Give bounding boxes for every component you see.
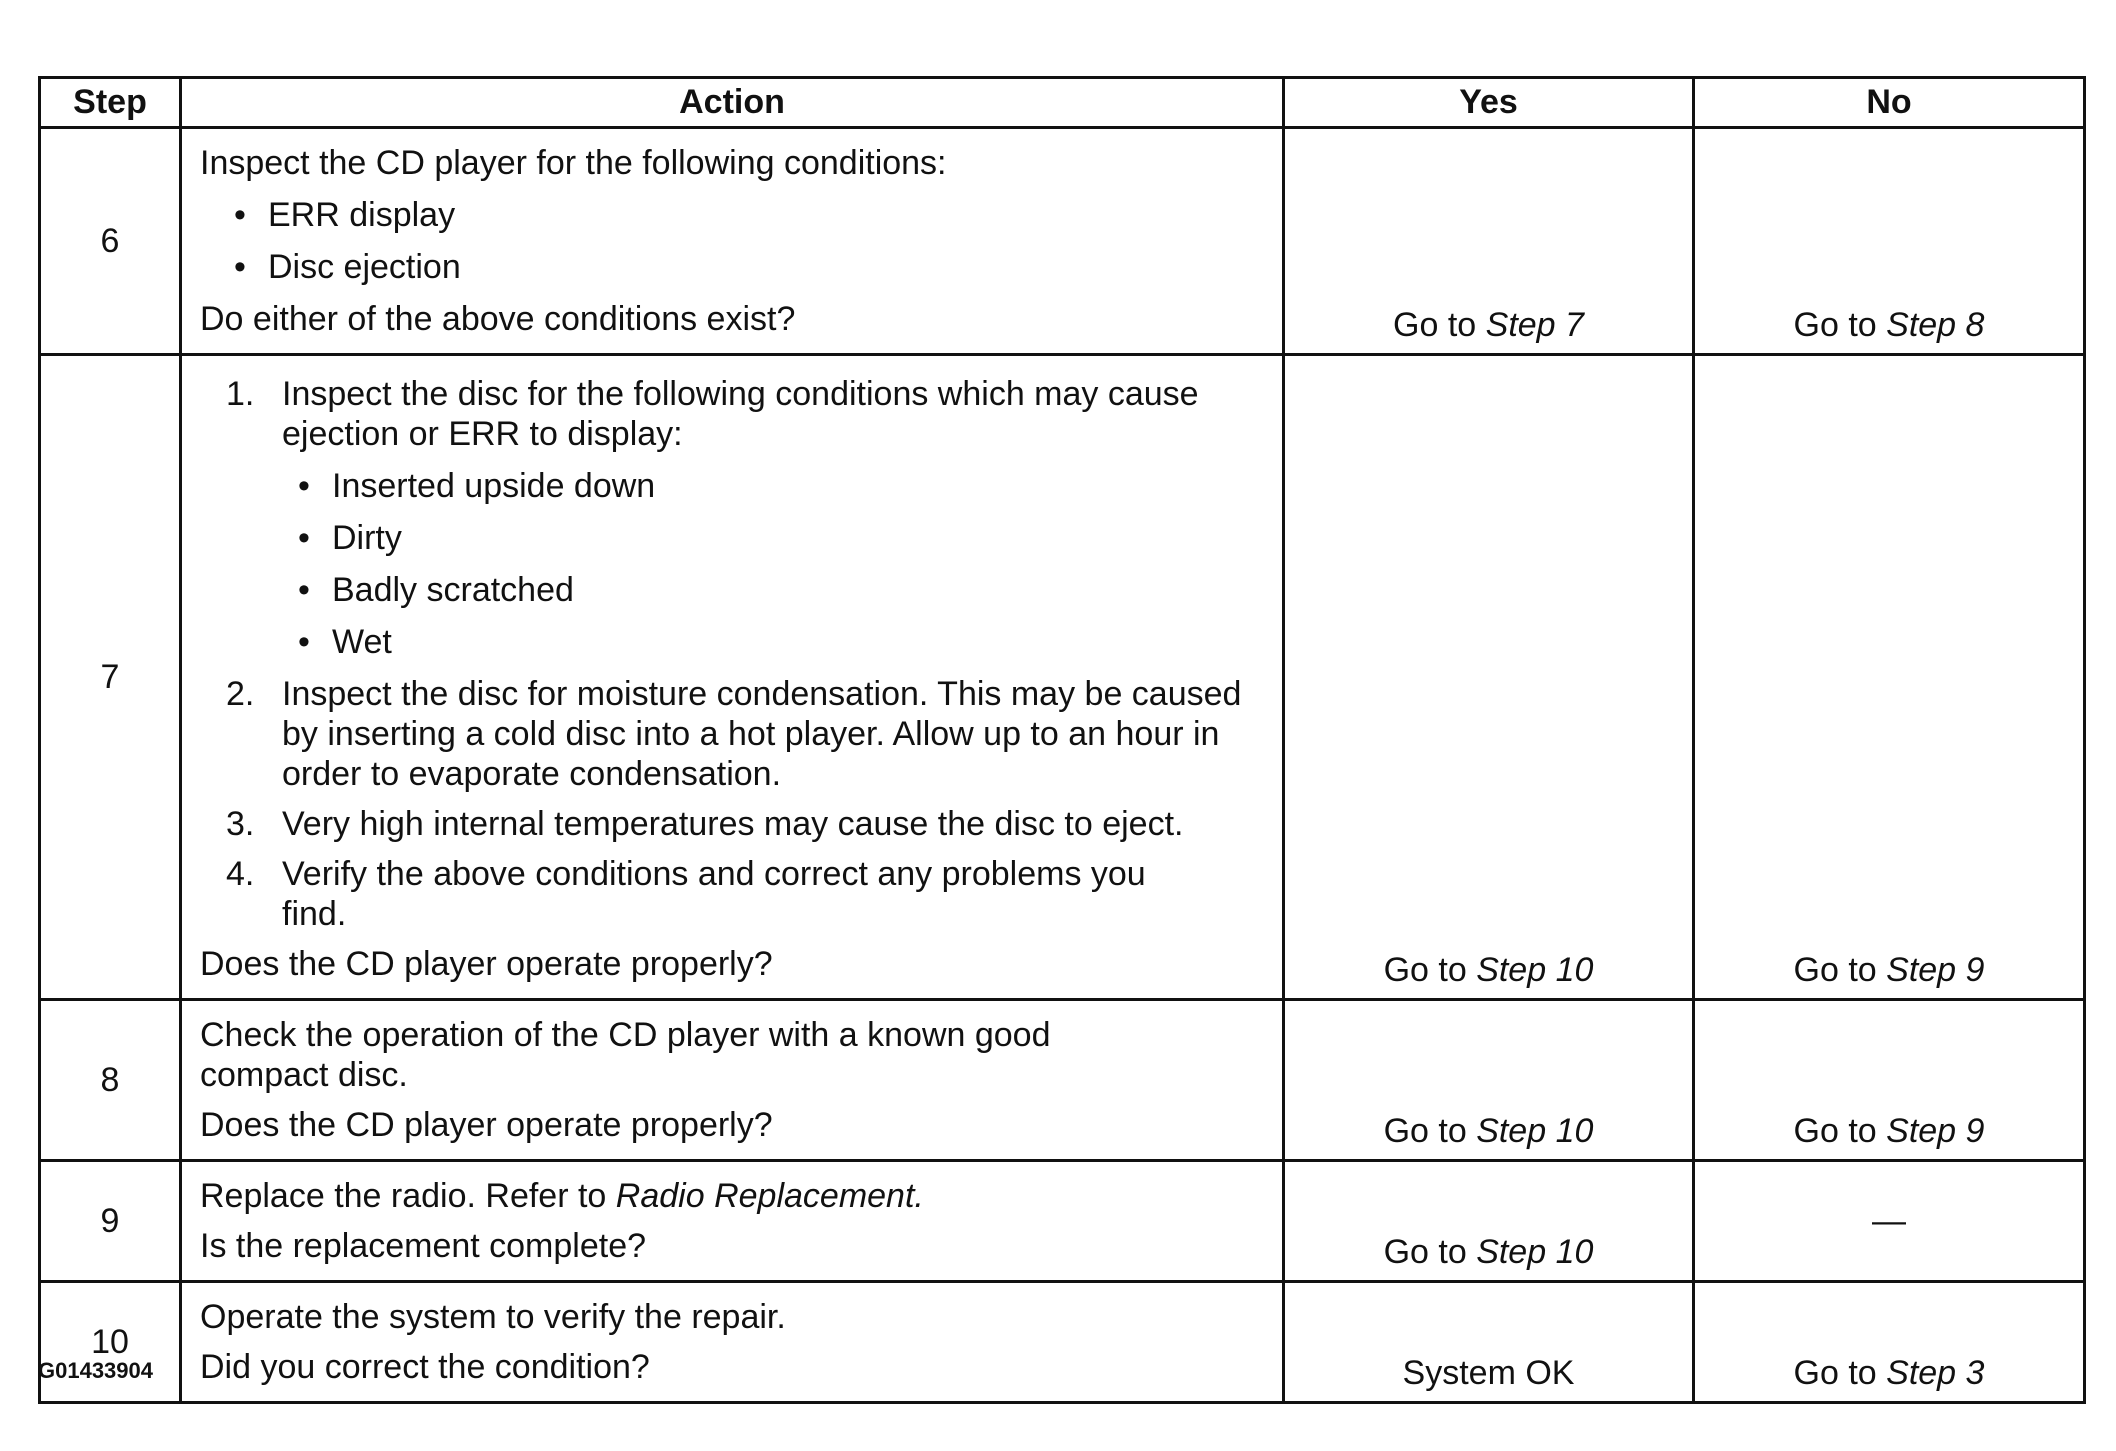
item-number: 3. xyxy=(226,805,255,843)
no-cell xyxy=(1694,1000,2085,1161)
action-cell xyxy=(181,355,1284,1000)
no-cell xyxy=(1694,1282,2085,1403)
step-number: 9 xyxy=(40,1161,181,1282)
action-question: Does the CD player operate properly? xyxy=(200,945,773,983)
action-cell xyxy=(181,1000,1284,1161)
yes-cell xyxy=(1284,355,1694,1000)
action-cell xyxy=(181,1282,1284,1403)
yes-cell: System OK xyxy=(1284,1282,1694,1403)
step-reference: Step 10 xyxy=(1476,1233,1594,1271)
no-prefix: Go to xyxy=(1793,1354,1887,1392)
step-number: 7 xyxy=(40,355,181,1000)
yes-cell xyxy=(1284,128,1694,355)
action-cell xyxy=(181,128,1284,355)
bullet-item: • Badly scratched xyxy=(200,570,1266,610)
item-text: Inspect the disc for moisture condensation. This may be caused by inserting a cold disc into a hot player. Allow up to an hour in order to evaporate condensation. xyxy=(282,675,1242,793)
table-row xyxy=(40,355,2085,1000)
no-cell xyxy=(1694,355,2085,1000)
numbered-item xyxy=(200,854,1266,934)
numbered-item xyxy=(200,374,1266,454)
action-text-prefix: Replace the radio. Refer to xyxy=(200,1177,616,1215)
table-row xyxy=(40,1000,2085,1161)
yes-prefix: Go to xyxy=(1393,306,1486,344)
no-prefix: Go to xyxy=(1793,951,1887,989)
table-header-row xyxy=(40,78,2085,128)
yes-prefix: Go to xyxy=(1383,1112,1477,1150)
action-question: Do either of the above conditions exist? xyxy=(200,300,796,338)
yes-prefix: Go to xyxy=(1383,1233,1477,1271)
bullet-item: • Inserted upside down xyxy=(200,466,1266,506)
item-text: Verify the above conditions and correct any problems you find. xyxy=(282,855,1146,933)
no-cell xyxy=(1694,128,2085,355)
header-action: Action xyxy=(181,78,1284,128)
no-cell: — xyxy=(1694,1161,2085,1282)
step-number: 10 xyxy=(40,1282,181,1403)
yes-cell xyxy=(1284,1000,1694,1161)
action-text: Inspect the CD player for the following conditions: xyxy=(200,144,947,182)
item-number: 1. xyxy=(226,375,255,413)
action-cell xyxy=(181,1161,1284,1282)
action-text: Operate the system to verify the repair. xyxy=(200,1298,786,1336)
header-no: No xyxy=(1694,78,2085,128)
table-row xyxy=(40,1161,2085,1282)
step-reference: Step 9 xyxy=(1886,1112,1985,1150)
step-reference: Step 9 xyxy=(1886,951,1985,989)
diagnostic-table xyxy=(38,76,2086,1404)
step-number: 6 xyxy=(40,128,181,355)
numbered-item xyxy=(200,674,1266,794)
item-text: Inspect the disc for the following conditions which may cause ejection or ERR to display: xyxy=(282,375,1199,453)
step-reference: Step 10 xyxy=(1476,1112,1594,1150)
bullet-item: • Dirty xyxy=(200,518,1266,558)
table-row xyxy=(40,1282,2085,1403)
header-yes: Yes xyxy=(1284,78,1694,128)
action-question: Does the CD player operate properly? xyxy=(200,1106,773,1144)
action-text: Check the operation of the CD player with a known good compact disc. xyxy=(200,1016,1051,1094)
action-question: Did you correct the condition? xyxy=(200,1348,650,1386)
bullet-item: • Wet xyxy=(200,622,1266,662)
step-number: 8 xyxy=(40,1000,181,1161)
action-question: Is the replacement complete? xyxy=(200,1227,647,1265)
header-step: Step xyxy=(40,78,181,128)
figure-id: G01433904 xyxy=(38,1358,153,1383)
step-reference: Step 7 xyxy=(1485,306,1584,344)
numbered-item xyxy=(200,804,1266,844)
item-number: 2. xyxy=(226,675,255,713)
item-text: Very high internal temperatures may cause the disc to eject. xyxy=(282,805,1184,843)
bullet-item: • Disc ejection xyxy=(200,247,1266,287)
yes-cell xyxy=(1284,1161,1694,1282)
action-text xyxy=(200,1176,1266,1216)
table-row xyxy=(40,128,2085,355)
yes-prefix: Go to xyxy=(1383,951,1477,989)
no-prefix: Go to xyxy=(1793,1112,1887,1150)
step-reference: Step 3 xyxy=(1886,1354,1985,1392)
item-number: 4. xyxy=(226,855,255,893)
step-reference: Step 10 xyxy=(1476,951,1594,989)
no-prefix: Go to xyxy=(1793,306,1887,344)
procedure-reference: Radio Replacement. xyxy=(615,1177,924,1215)
bullet-item: • ERR display xyxy=(200,195,1266,235)
step-reference: Step 8 xyxy=(1886,306,1985,344)
